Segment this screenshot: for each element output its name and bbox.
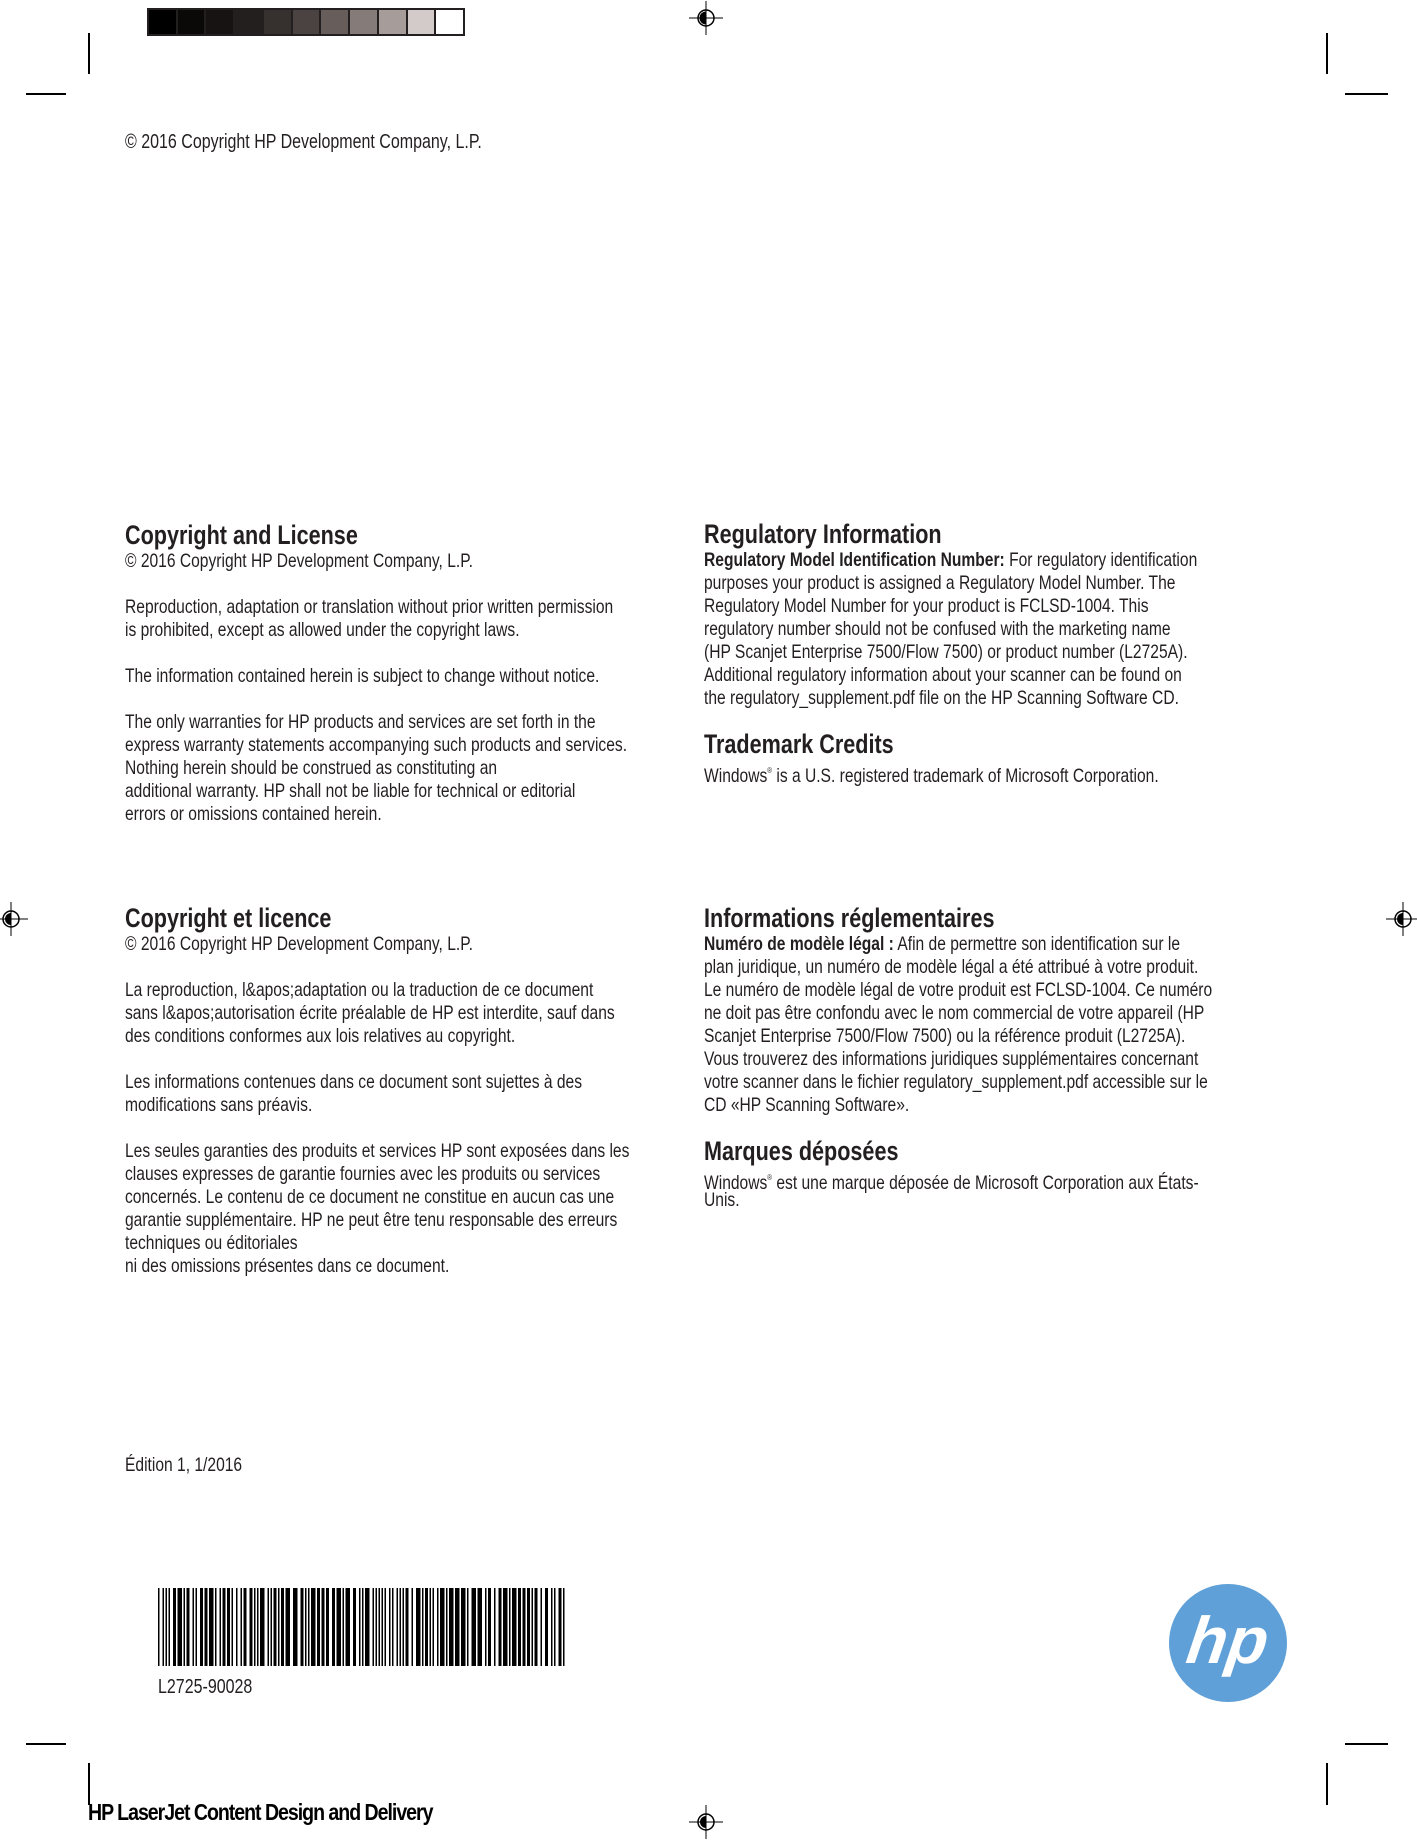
barcode-bar [359, 1588, 361, 1666]
text-line: Vous trouverez des informations juridiques supplémentaires concernant [704, 1048, 1199, 1070]
registered-mark: ® [767, 766, 773, 775]
trademark-section-en [704, 729, 1159, 787]
text-line: © 2016 Copyright HP Development Company, L.P. [125, 933, 473, 955]
barcode-bar [382, 1588, 384, 1666]
text-line: Unis. [704, 1189, 740, 1211]
barcode-bar [461, 1588, 466, 1666]
text-line: Scanjet Enterprise 7500/Flow 7500) ou la référence produit (L2725A). [704, 1025, 1186, 1047]
text-line: regulatory number should not be confused with the marketing name [704, 618, 1171, 640]
top-copyright: © 2016 Copyright HP Development Company, L.P. [125, 131, 482, 153]
barcode-bar [385, 1588, 387, 1666]
barcode-bar [412, 1588, 414, 1666]
registration-mark-icon [689, 1805, 723, 1839]
gray-patch [235, 10, 262, 34]
text-line: modifications sans préavis. [125, 1094, 313, 1116]
crop-mark [1345, 1743, 1388, 1745]
crop-mark [1345, 93, 1388, 95]
barcode-bar [169, 1588, 171, 1666]
barcode-bar [209, 1588, 214, 1666]
brand-name: Windows [704, 765, 768, 787]
text-line: La reproduction, l&apos;adaptation ou la traduction de ce document [125, 979, 594, 1001]
brand-name: Windows [704, 1172, 768, 1194]
barcode-bar [200, 1588, 203, 1666]
barcode-bar [311, 1588, 316, 1666]
section-heading: Informations réglementaires [704, 903, 995, 933]
barcode-bar [326, 1588, 329, 1666]
gray-patch [149, 10, 176, 34]
barcode-bar [379, 1588, 381, 1666]
barcode-bar [422, 1588, 424, 1666]
barcode-bar [305, 1588, 307, 1666]
barcode-bar [293, 1588, 298, 1666]
edition-text: Édition 1, 1/2016 [125, 1454, 243, 1476]
barcode-bar [406, 1588, 409, 1666]
gray-patch [264, 10, 291, 34]
text-line: purposes your product is assigned a Regulatory Model Number. The [704, 572, 1176, 594]
barcode-bar [446, 1588, 448, 1666]
text-line: techniques ou éditoriales [125, 1232, 298, 1254]
barcode-bar [478, 1588, 483, 1666]
text-line: Le numéro de modèle légal de votre produit est FCLSD-1004. Ce numéro [704, 979, 1213, 1001]
barcode-bar [512, 1588, 517, 1666]
section-heading: Trademark Credits [704, 729, 894, 759]
text-line: CD «HP Scanning Software». [704, 1094, 910, 1116]
paragraph [125, 596, 627, 642]
trademark-section-fr [704, 1136, 1199, 1212]
section-heading: Copyright et licence [125, 903, 332, 933]
barcode-bar [232, 1588, 234, 1666]
text-line: the regulatory_supplement.pdf file on the HP Scanning Software CD. [704, 687, 1179, 709]
barcode-bar [551, 1588, 553, 1666]
barcode-bar [244, 1588, 247, 1666]
text-line: Les seules garanties des produits et services HP sont exposées dans les [125, 1140, 630, 1162]
text-line: ne doit pas être confondu avec le nom commercial de votre appareil (HP [704, 1002, 1205, 1024]
barcode-bar [220, 1588, 222, 1666]
barcode-bar [301, 1588, 304, 1666]
barcode-bar [317, 1588, 320, 1666]
barcode-bar [178, 1588, 183, 1666]
gray-patch [321, 10, 348, 34]
barcode-bar [250, 1588, 253, 1666]
text-line: The only warranties for HP products and services are set forth in the [125, 711, 596, 733]
text-line: is a U.S. registered trademark of Microsoft Corporation. [772, 765, 1159, 787]
barcode-bar [166, 1588, 168, 1666]
text-line: The information contained herein is subject to change without notice. [125, 665, 600, 687]
paragraph [125, 1140, 629, 1278]
barcode-bar [227, 1588, 230, 1666]
section-heading: Marques déposées [704, 1136, 899, 1166]
barcode-bar [260, 1588, 265, 1666]
barcode-bar [437, 1588, 439, 1666]
hp-logo-text: hp [1182, 1604, 1274, 1678]
barcode-bar [205, 1588, 208, 1666]
copyright-section-en [125, 520, 627, 826]
crop-mark [1326, 33, 1328, 74]
hp-logo [1168, 1583, 1288, 1703]
paragraph [125, 665, 627, 688]
barcode-bar [554, 1588, 556, 1666]
barcode-bar [545, 1588, 548, 1666]
barcode-bar [257, 1588, 259, 1666]
barcode-bar [425, 1588, 428, 1666]
barcode-bar [376, 1588, 378, 1666]
registration-mark-icon [689, 1, 723, 35]
barcode-bar [563, 1588, 565, 1666]
barcode-bar [499, 1588, 502, 1666]
text-line: Additional regulatory information about your scanner can be found on [704, 664, 1182, 686]
barcode-bar [184, 1588, 186, 1666]
gray-calibration-bar [147, 8, 465, 36]
text-line: des conditions conformes aux lois relatives au copyright. [125, 1025, 516, 1047]
barcode-bar [373, 1588, 375, 1666]
barcode-bar [193, 1588, 195, 1666]
barcode-bar [541, 1588, 543, 1666]
barcode-bar [494, 1588, 496, 1666]
barcode-bar [196, 1588, 198, 1666]
barcode-bar [278, 1588, 280, 1666]
regulatory-lead: Numéro de modèle légal : [704, 933, 894, 955]
text-line: votre scanner dans le fichier regulatory_supplement.pdf accessible sur le [704, 1071, 1208, 1093]
text-line: ni des omissions présentes dans ce document. [125, 1255, 450, 1277]
barcode-bar [403, 1588, 405, 1666]
barcode-bar [397, 1588, 399, 1666]
barcode-bar [236, 1588, 238, 1666]
text-line: © 2016 Copyright HP Development Company, L.P. [125, 550, 473, 572]
barcode-bar [400, 1588, 402, 1666]
barcode-bar [433, 1588, 435, 1666]
barcode-bar [440, 1588, 445, 1666]
barcode-bar [353, 1588, 356, 1666]
barcode-bar [392, 1588, 394, 1666]
barcode-bar [346, 1588, 351, 1666]
text-line: plan juridique, un numéro de modèle légal a été attribué à votre produit. [704, 956, 1199, 978]
barcode-bar [274, 1588, 277, 1666]
barcode-bar [430, 1588, 432, 1666]
text-line: Les informations contenues dans ce document sont sujettes à des [125, 1071, 583, 1093]
barcode-bar [523, 1588, 526, 1666]
section-heading: Copyright and License [125, 520, 358, 550]
crop-mark [26, 93, 66, 95]
regulatory-lead: Regulatory Model Identification Number: [704, 549, 1005, 571]
footer-credit: HP LaserJet Content Design and Delivery [88, 1799, 433, 1825]
paragraph [125, 979, 629, 1048]
section-heading: Regulatory Information [704, 519, 942, 549]
paragraph [125, 550, 627, 573]
barcode-bar [343, 1588, 345, 1666]
registration-mark-icon [1386, 902, 1417, 936]
regulatory-section-fr [704, 903, 1212, 1117]
barcode-bar [173, 1588, 176, 1666]
barcode-bar [389, 1588, 391, 1666]
barcode-bar [503, 1588, 508, 1666]
text-line: For regulatory identification [1004, 549, 1198, 571]
text-line: concernés. Le contenu de ce document ne constitue en aucun cas une [125, 1186, 615, 1208]
barcode-bar [163, 1588, 165, 1666]
text-line: Nothing herein should be construed as constituting an [125, 757, 498, 779]
barcode-bar [362, 1588, 364, 1666]
gray-patch [350, 10, 377, 34]
text-line: garantie supplémentaire. HP ne peut être tenu responsable des erreurs [125, 1209, 618, 1231]
text-line: Afin de permettre son identification sur le [893, 933, 1181, 955]
text-line: Reproduction, adaptation or translation without prior written permission [125, 596, 614, 618]
barcode-bar [268, 1588, 270, 1666]
barcode [158, 1588, 570, 1666]
crop-mark [1326, 1763, 1328, 1805]
crop-mark [26, 1743, 66, 1745]
text-line: clauses expresses de garantie fournies avec les produits ou services [125, 1163, 601, 1185]
gray-patch [206, 10, 233, 34]
text-line: Regulatory Model Number for your product is FCLSD-1004. This [704, 595, 1149, 617]
barcode-bar [365, 1588, 370, 1666]
paragraph [125, 1071, 629, 1117]
barcode-bar [518, 1588, 521, 1666]
part-number: L2725-90028 [158, 1676, 253, 1698]
gray-patch [178, 10, 205, 34]
text-line: additional warranty. HP shall not be liable for technical or editorial [125, 780, 576, 802]
crop-mark [88, 33, 90, 74]
text-line: (HP Scanjet Enterprise 7500/Flow 7500) or product number (L2725A). [704, 641, 1188, 663]
paragraph [125, 711, 627, 826]
barcode-bar [308, 1588, 310, 1666]
barcode-bar [281, 1588, 284, 1666]
barcode-bar [472, 1588, 477, 1666]
registration-mark-icon [0, 902, 28, 936]
barcode-bar [527, 1588, 530, 1666]
text-line: is prohibited, except as allowed under the copyright laws. [125, 619, 520, 641]
barcode-bar [223, 1588, 226, 1666]
text-line: errors or omissions contained herein. [125, 803, 382, 825]
barcode-bar [559, 1588, 562, 1666]
gray-patch [379, 10, 406, 34]
barcode-bar [158, 1588, 160, 1666]
barcode-bar [416, 1588, 421, 1666]
gray-patch [436, 10, 463, 34]
regulatory-section-en [704, 519, 1197, 710]
barcode-bar [254, 1588, 256, 1666]
paragraph [125, 933, 629, 956]
barcode-bar [271, 1588, 273, 1666]
barcode-bar [509, 1588, 511, 1666]
barcode-bar [532, 1588, 534, 1666]
barcode-bar [449, 1588, 454, 1666]
barcode-bar [286, 1588, 291, 1666]
barcode-bar [187, 1588, 190, 1666]
barcode-bar [535, 1588, 538, 1666]
barcode-bar [455, 1588, 460, 1666]
barcode-bar [467, 1588, 469, 1666]
barcode-bar [337, 1588, 342, 1666]
barcode-bar [332, 1588, 335, 1666]
text-line: sans l&apos;autorisation écrite préalable de HP est interdite, sauf dans [125, 1002, 615, 1024]
barcode-bar [485, 1588, 487, 1666]
text-line: express warranty statements accompanying such products and services. [125, 734, 628, 756]
gray-patch [293, 10, 320, 34]
barcode-bar [488, 1588, 491, 1666]
barcode-bar [215, 1588, 217, 1666]
barcode-bar [241, 1588, 243, 1666]
registered-mark: ® [767, 1173, 773, 1182]
gray-patch [408, 10, 435, 34]
copyright-section-fr [125, 903, 629, 1278]
barcode-bar [322, 1588, 325, 1666]
text-line: est une marque déposée de Microsoft Corporation aux États- [772, 1172, 1199, 1194]
